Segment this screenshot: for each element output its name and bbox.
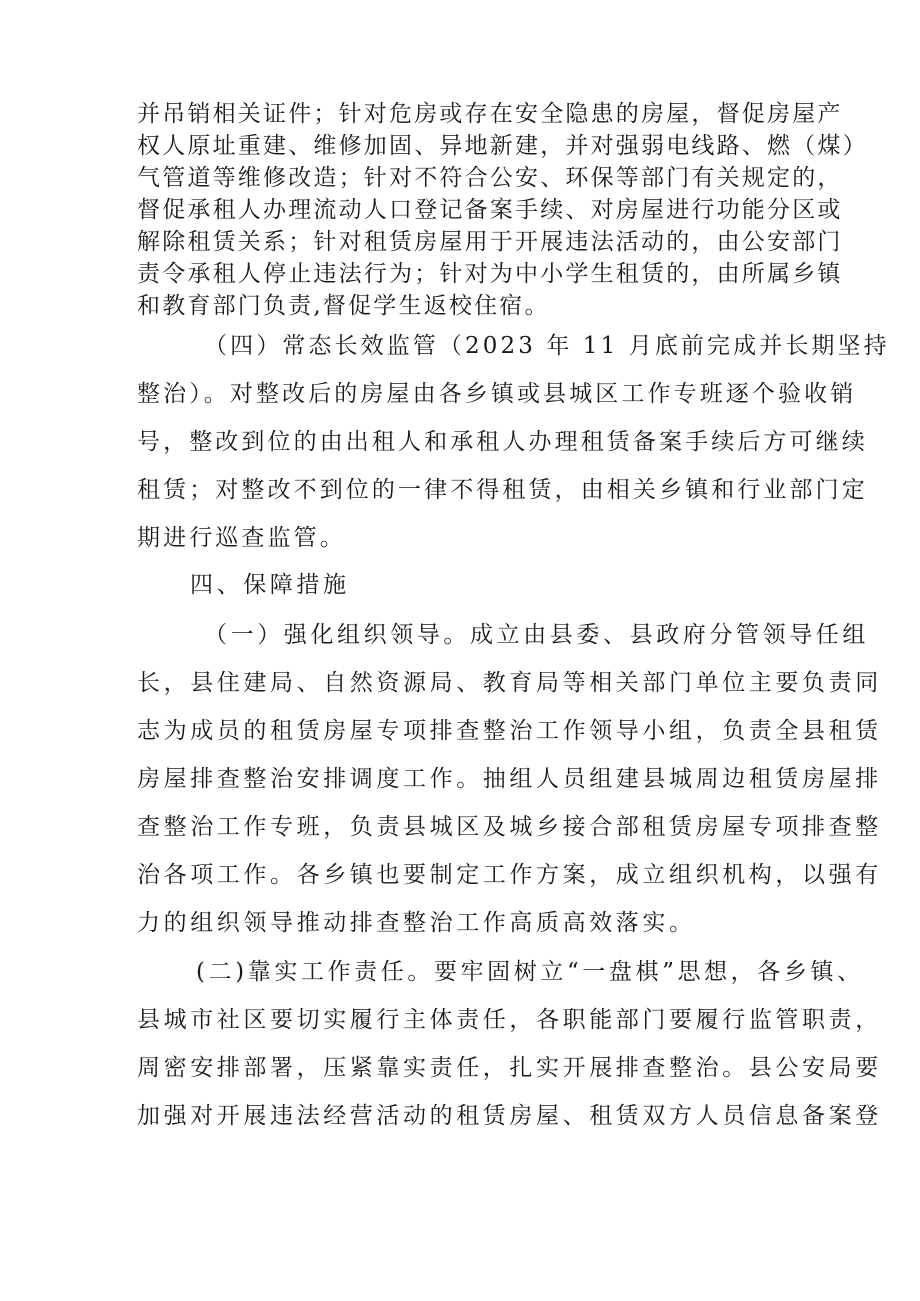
text-line: 整治）。对整改后的房屋由各乡镇或县城区工作专班逐个验收销 — [137, 381, 857, 407]
text-line: 租赁；对整改不到位的一律不得租赁，由相关乡镇和行业部门定 — [137, 477, 868, 503]
text-line: 力的组织领导推动排查整治工作高质高效落实。 — [137, 910, 696, 936]
text-line: 权人原址重建、维修加固、异地新建，并对强弱电线路、燃（煤） — [137, 133, 868, 159]
text-line: （一）强化组织领导。成立由县委、县政府分管领导任组 — [204, 622, 869, 648]
text-line: 并吊销相关证件；针对危房或存在安全隐患的房屋，督促房屋产 — [137, 101, 843, 127]
section-heading: 四、保障措施 — [190, 572, 350, 598]
text-line: 加强对开展违法经营活动的租赁房屋、租赁双方人员信息备案登 — [137, 1103, 882, 1129]
text-line: 县城市社区要切实履行主体责任，各职能部门要履行监管职责， — [137, 1007, 882, 1033]
text-line: 号，整改到位的由出租人和承租人办理租赁备案手续后方可继续 — [137, 429, 868, 455]
text-line: 查整治工作专班，负责县城区及城乡接合部租赁房屋专项排查整 — [137, 814, 882, 840]
text-line: 房屋排查整治安排调度工作。抽组人员组建县城周边租赁房屋排 — [137, 766, 882, 792]
text-line: 周密安排部署，压紧靠实责任，扎实开展排查整治。县公安局要 — [137, 1055, 882, 1081]
text-line: 治各项工作。各乡镇也要制定工作方案，成立组织机构，以强有 — [137, 862, 882, 888]
text-line: 督促承租人办理流动人口登记备案手续、对房屋进行功能分区或 — [137, 197, 843, 223]
text-line: 长，县住建局、自然资源局、教育局等相关部门单位主要负责同 — [137, 670, 882, 696]
text-line: （四）常态长效监管（2023 年 11 月底前完成并长期坚持 — [204, 333, 890, 359]
text-line: (二)靠实工作责任。要牢固树立“一盘棋”思想，各乡镇、 — [196, 959, 864, 985]
text-line: 气管道等维修改造；针对不符合公安、环保等部门有关规定的， — [137, 165, 843, 191]
text-line: 和教育部门负责,督促学生返校住宿。 — [137, 293, 550, 319]
text-line: 责令承租人停止违法行为；针对为中小学生租赁的，由所属乡镇 — [137, 261, 843, 287]
text-line: 解除租赁关系；针对租赁房屋用于开展违法活动的，由公安部门 — [137, 229, 843, 255]
text-line: 志为成员的租赁房屋专项排查整治工作领导小组，负责全县租赁 — [137, 718, 882, 744]
text-line: 期进行巡查监管。 — [137, 525, 346, 551]
